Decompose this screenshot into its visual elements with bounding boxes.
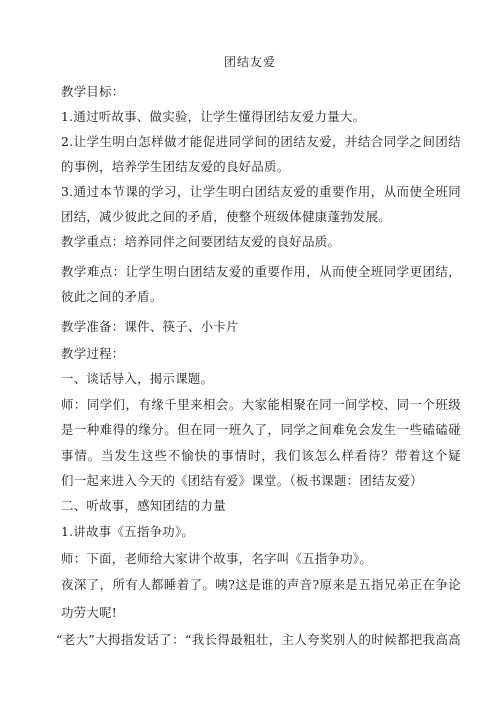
process-heading: 教学过程：: [61, 346, 125, 361]
section-2-heading: 二、听故事，感知团结的力量: [61, 498, 226, 513]
objective-3-line-2: 团结，减少彼此之间的矛盾，使整个班级体健康蓬勃发展。: [61, 209, 391, 224]
objective-2-line-1: 2.让学生明白怎样做才能促进同学间的团结友爱，并结合同学之间团结: [61, 134, 461, 149]
story-line-1: 夜深了，所有人都睡着了。咦?这是谁的声音?原来是五指兄弟正在争论: [61, 577, 461, 592]
objective-1: 1.通过听故事、做实验，让学生懂得团结友爱力量大。: [61, 109, 366, 124]
intro-line-3: 事情。当发生这些不愉快的事情时，我们该怎么样看待？带着这个疑: [61, 448, 461, 463]
story-line-3: “老大”大拇指发话了：“我长得最粗壮，主人夸奖别人的时候都把我高高: [56, 632, 461, 647]
story-heading: 1.讲故事《五指争功》。: [61, 524, 195, 539]
story-intro: 师：下面，老师给大家讲个故事，名字叫《五指争功》。: [61, 551, 373, 566]
intro-line-2: 是一种难得的缘分。但在同一班久了，同学之间难免会发生一些磕磕碰: [61, 422, 461, 437]
difficult-point-line-2: 彼此之间的矛盾。: [61, 289, 163, 304]
intro-line-4: 们一起来进入今天的《团结有爱》课堂。（板书课题：团结友爱）: [61, 473, 423, 488]
objectives-heading: 教学目标：: [61, 84, 125, 99]
story-line-2: 功劳大呢!: [61, 605, 118, 620]
preparation: 教学准备：课件、筷子、小卡片: [61, 319, 239, 334]
document-title: 团结友爱: [223, 55, 276, 69]
intro-line-1: 师：同学们，有缘千里来相会。大家能相聚在同一间学校、同一个班级: [61, 397, 461, 412]
objective-2-line-2: 的事例，培养学生团结友爱的良好品质。: [61, 159, 290, 174]
objective-3-line-1: 3.通过本节课的学习，让学生明白团结友爱的重要作用，从而使全班同: [61, 184, 461, 199]
section-1-heading: 一、谈话导入，揭示课题。: [61, 371, 214, 386]
difficult-point-line-1: 教学难点：让学生明白团结友爱的重要作用，从而使全班同学更团结，: [61, 264, 461, 279]
key-point: 教学重点：培养同伴之间要团结友爱的良好品质。: [61, 234, 341, 249]
